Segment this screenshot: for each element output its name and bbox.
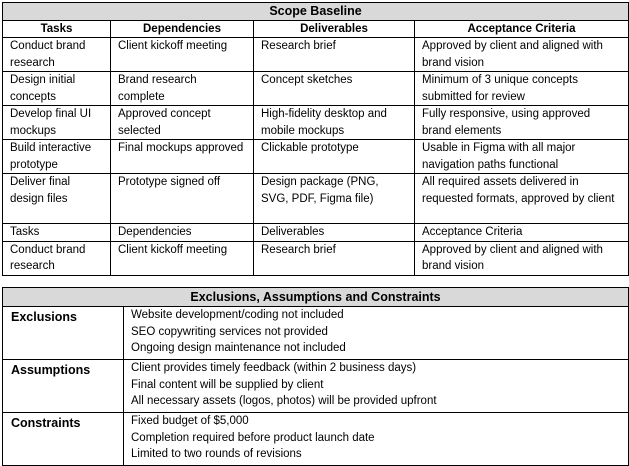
list-item: All necessary assets (logos, photos) will be provided upfront: [131, 395, 437, 407]
list-item: Ongoing design maintenance not included: [131, 342, 346, 354]
task-cell: Tasks: [3, 224, 111, 242]
section-items: [124, 360, 629, 413]
table-row: [3, 106, 629, 140]
section-label: Exclusions: [3, 307, 124, 360]
criteria-cell: Usable in Figma with all major navigation paths functional: [415, 140, 629, 174]
list-item: SEO copywriting services not provided: [131, 325, 328, 338]
criteria-cell: Minimum of 3 unique concepts submitted for review: [415, 72, 629, 106]
table-row: [3, 174, 629, 224]
assumptions-section: [3, 360, 629, 413]
deliverable-cell: Clickable prototype: [254, 140, 415, 174]
list-item: Fixed budget of $5,000: [131, 415, 249, 427]
deliverable-cell: Research brief: [254, 38, 415, 72]
task-cell: Deliver final design files: [3, 174, 111, 224]
task-cell: Develop final UI mockups: [3, 106, 111, 140]
criteria-cell: Approved by client and aligned with brand vision: [415, 241, 629, 275]
exclusions-assumptions-constraints-table: [2, 287, 629, 466]
dependency-cell: Client kickoff meeting: [111, 241, 254, 275]
constraints-section: [3, 413, 629, 466]
header-deliverables: Deliverables: [254, 21, 415, 38]
table-row: [3, 224, 629, 242]
dependency-cell: Approved concept selected: [111, 106, 254, 140]
list-item: Limited to two rounds of revisions: [131, 448, 302, 460]
scope-baseline-table: [2, 2, 629, 276]
dependency-cell: Prototype signed off: [111, 174, 254, 224]
criteria-cell: Fully responsive, using approved brand elements: [415, 106, 629, 140]
scope-baseline-title: Scope Baseline: [3, 3, 629, 21]
list-item: Final content will be supplied by client: [131, 378, 324, 391]
header-tasks: Tasks: [3, 21, 111, 38]
list-item: Client provides timely feedback (within 2 business days): [131, 362, 417, 374]
task-cell: Design initial concepts: [3, 72, 111, 106]
dependency-cell: Final mockups approved: [111, 140, 254, 174]
section-label: Constraints: [3, 413, 124, 466]
section-label: Assumptions: [3, 360, 124, 413]
deliverable-cell: Design package (PNG, SVG, PDF, Figma file): [254, 174, 415, 224]
task-cell: Conduct brand research: [3, 241, 111, 275]
deliverable-cell: Research brief: [254, 241, 415, 275]
list-item: Completion required before product launch date: [131, 431, 375, 444]
exclusions-section: [3, 307, 629, 360]
deliverable-cell: Deliverables: [254, 224, 415, 242]
header-dependencies: Dependencies: [111, 21, 254, 38]
task-cell: Build interactive prototype: [3, 140, 111, 174]
table-row: [3, 38, 629, 72]
table-row: [3, 140, 629, 174]
dependency-cell: Brand research complete: [111, 72, 254, 106]
criteria-cell: Acceptance Criteria: [415, 224, 629, 242]
table-row: [3, 241, 629, 275]
criteria-cell: Approved by client and aligned with brand vision: [415, 38, 629, 72]
section-items: [124, 307, 629, 360]
exclusions-table-title: Exclusions, Assumptions and Constraints: [3, 288, 629, 307]
deliverable-cell: High-fidelity desktop and mobile mockups: [254, 106, 415, 140]
dependency-cell: Dependencies: [111, 224, 254, 242]
section-items: [124, 413, 629, 466]
deliverable-cell: Concept sketches: [254, 72, 415, 106]
task-cell: Conduct brand research: [3, 38, 111, 72]
table-row: [3, 72, 629, 106]
criteria-cell: All required assets delivered in requested formats, approved by client: [415, 174, 629, 224]
list-item: Website development/coding not included: [131, 309, 344, 321]
header-acceptance-criteria: Acceptance Criteria: [415, 21, 629, 38]
dependency-cell: Client kickoff meeting: [111, 38, 254, 72]
